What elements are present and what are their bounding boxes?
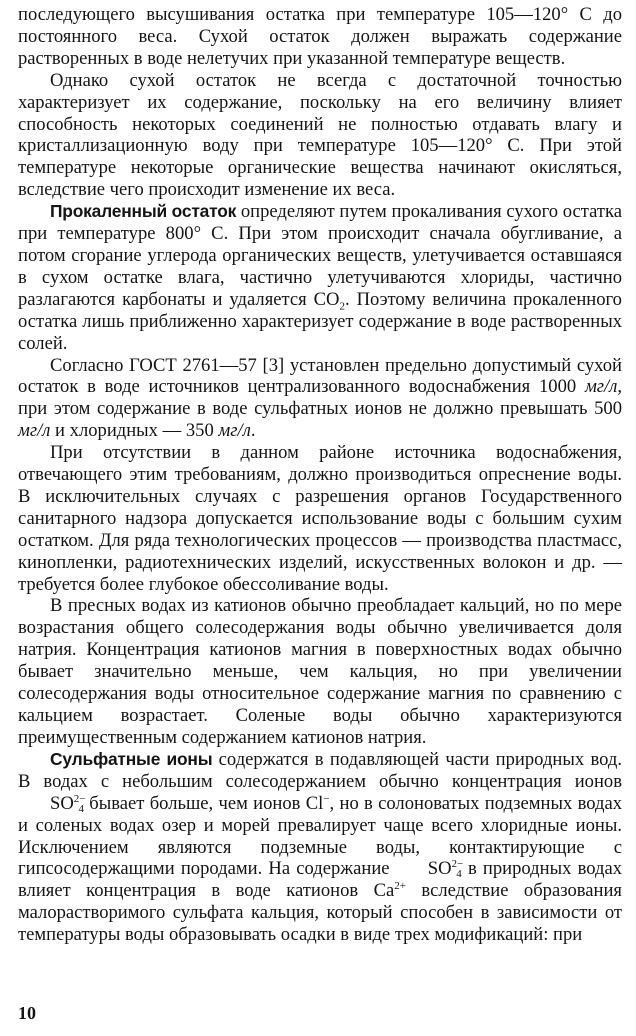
page-text — [18, 4, 622, 1032]
paragraph-continued: последующего высушивания остатка при температуре 105—120° С до постоянного веса. Сухой остаток должен выражать содержание растворенных в воде нелетучих при указанной температуре веществ. — [18, 4, 622, 69]
term-sulfate-ions: Сульфатные ионы — [50, 748, 213, 769]
calcium-charge: 2+ — [394, 880, 406, 893]
paragraph-text: определяют путем прокаливания сухого остатка при температуре 800° С. При этом происходит сначала обугливание, а потом сгорание углерода органических веществ, улетучивается оставшаяся в сухом остатке влага, частично улетучиваются хлориды, частично разлагаются карбонаты и удаляется CO — [18, 201, 623, 310]
unit-mg-l: мг/л — [18, 420, 51, 442]
paragraph-gost-limits — [18, 355, 622, 443]
paragraph-text: и хлоридных — 350 — [50, 420, 219, 442]
paragraph-text: содержатся в подавляющей части природных вод. В водах с небольшим солесодержанием обычно концентрация ионов — [18, 748, 622, 792]
unit-mg-l: мг/л — [218, 420, 251, 442]
term-calcined-residue: Прокаленный остаток — [50, 201, 237, 222]
paragraph-text: бывает больше, чем ионов Cl — [84, 792, 324, 814]
ion-base: SO — [50, 792, 74, 814]
paragraph-text: . Поэтому величина прокаленного остатка лишь приближенно характеризует содержание в воде растворенных солей. — [18, 288, 622, 354]
ion-index: 4 — [456, 868, 462, 881]
sulfate-ion-formula — [18, 794, 84, 815]
paragraph-text: , при этом содержание в воде сульфатных ионов не должно превышать 500 — [18, 376, 622, 420]
paragraph-text: Согласно ГОСТ 2761—57 [3] установлен предельно допустимый сухой остаток в воде источников централизованного водоснабжения 1000 — [18, 354, 622, 398]
subscript: 2 — [339, 300, 345, 313]
paragraph-dry-residue-accuracy: Однако сухой остаток не всегда с достаточной точностью характеризует их содержание, поскольку на его величину влияет способность некоторых соединений не полностью отдавать влагу и кристаллизационную воду при температуре 105—120° С. При этой температуре некоторые органические вещества начинают окисляться, вследствие чего происходит изменение их веса. — [18, 69, 622, 201]
paragraph-text: , но в солоноватых подземных водах и соленых водах озер и морей превалирует чаще всего хлоридные ионы. Исключением являются подземные воды, контактирующие с гипсосодержащими породами. На содержание — [18, 792, 622, 880]
ion-charge: 2− — [451, 858, 464, 871]
paragraph-desalination: При отсутствии в данном районе источника водоснабжения, отвечающего этим требованиям, должно производиться опреснение воды. В исключительных случаях с разрешения органов Государственного санитарного надзора допускается использование воды с большим сухим остатком. Для ряда технологических процессов — производства пластмасс, кинопленки, радиотехнических изделий, искусственных волокон и др. — требуется более глубокое обессоливание воды. — [18, 442, 622, 595]
unit-mg-l: мг/л — [584, 376, 618, 398]
page-number: 10 — [18, 1003, 36, 1023]
ion-base: SO — [427, 858, 452, 880]
paragraph-cations: В пресных водах из катионов обычно преобладает кальций, но по мере возрастания общего солесодержания воды обычно увеличивается доля натрия. Концентрация катионов магния в поверхностных водах обычно бывает значительно меньше, чем кальция, но при увеличении солесодержания воды относительное содержание магния по сравнению с кальцием возрастает. Соленые воды обычно характеризуются преимущественным содержанием катионов натрия. — [18, 595, 622, 748]
paragraph-text: . — [250, 420, 256, 442]
paragraph-text: вследствие образования малорастворимого сульфата кальция, который способен в зависимости от температуры воды образовывать осадки в виде трех модификаций: при — [18, 880, 622, 946]
paragraph-sulfate-ions — [18, 749, 622, 946]
paragraph-calcined-residue — [18, 201, 622, 354]
ion-charge: 2− — [73, 792, 86, 805]
ion-index: 4 — [78, 802, 84, 815]
paragraph-text: в природных водах влияет концентрация в воде катионов Ca — [18, 858, 622, 902]
chloride-charge: − — [323, 792, 330, 805]
sulfate-ion-formula — [396, 859, 462, 880]
